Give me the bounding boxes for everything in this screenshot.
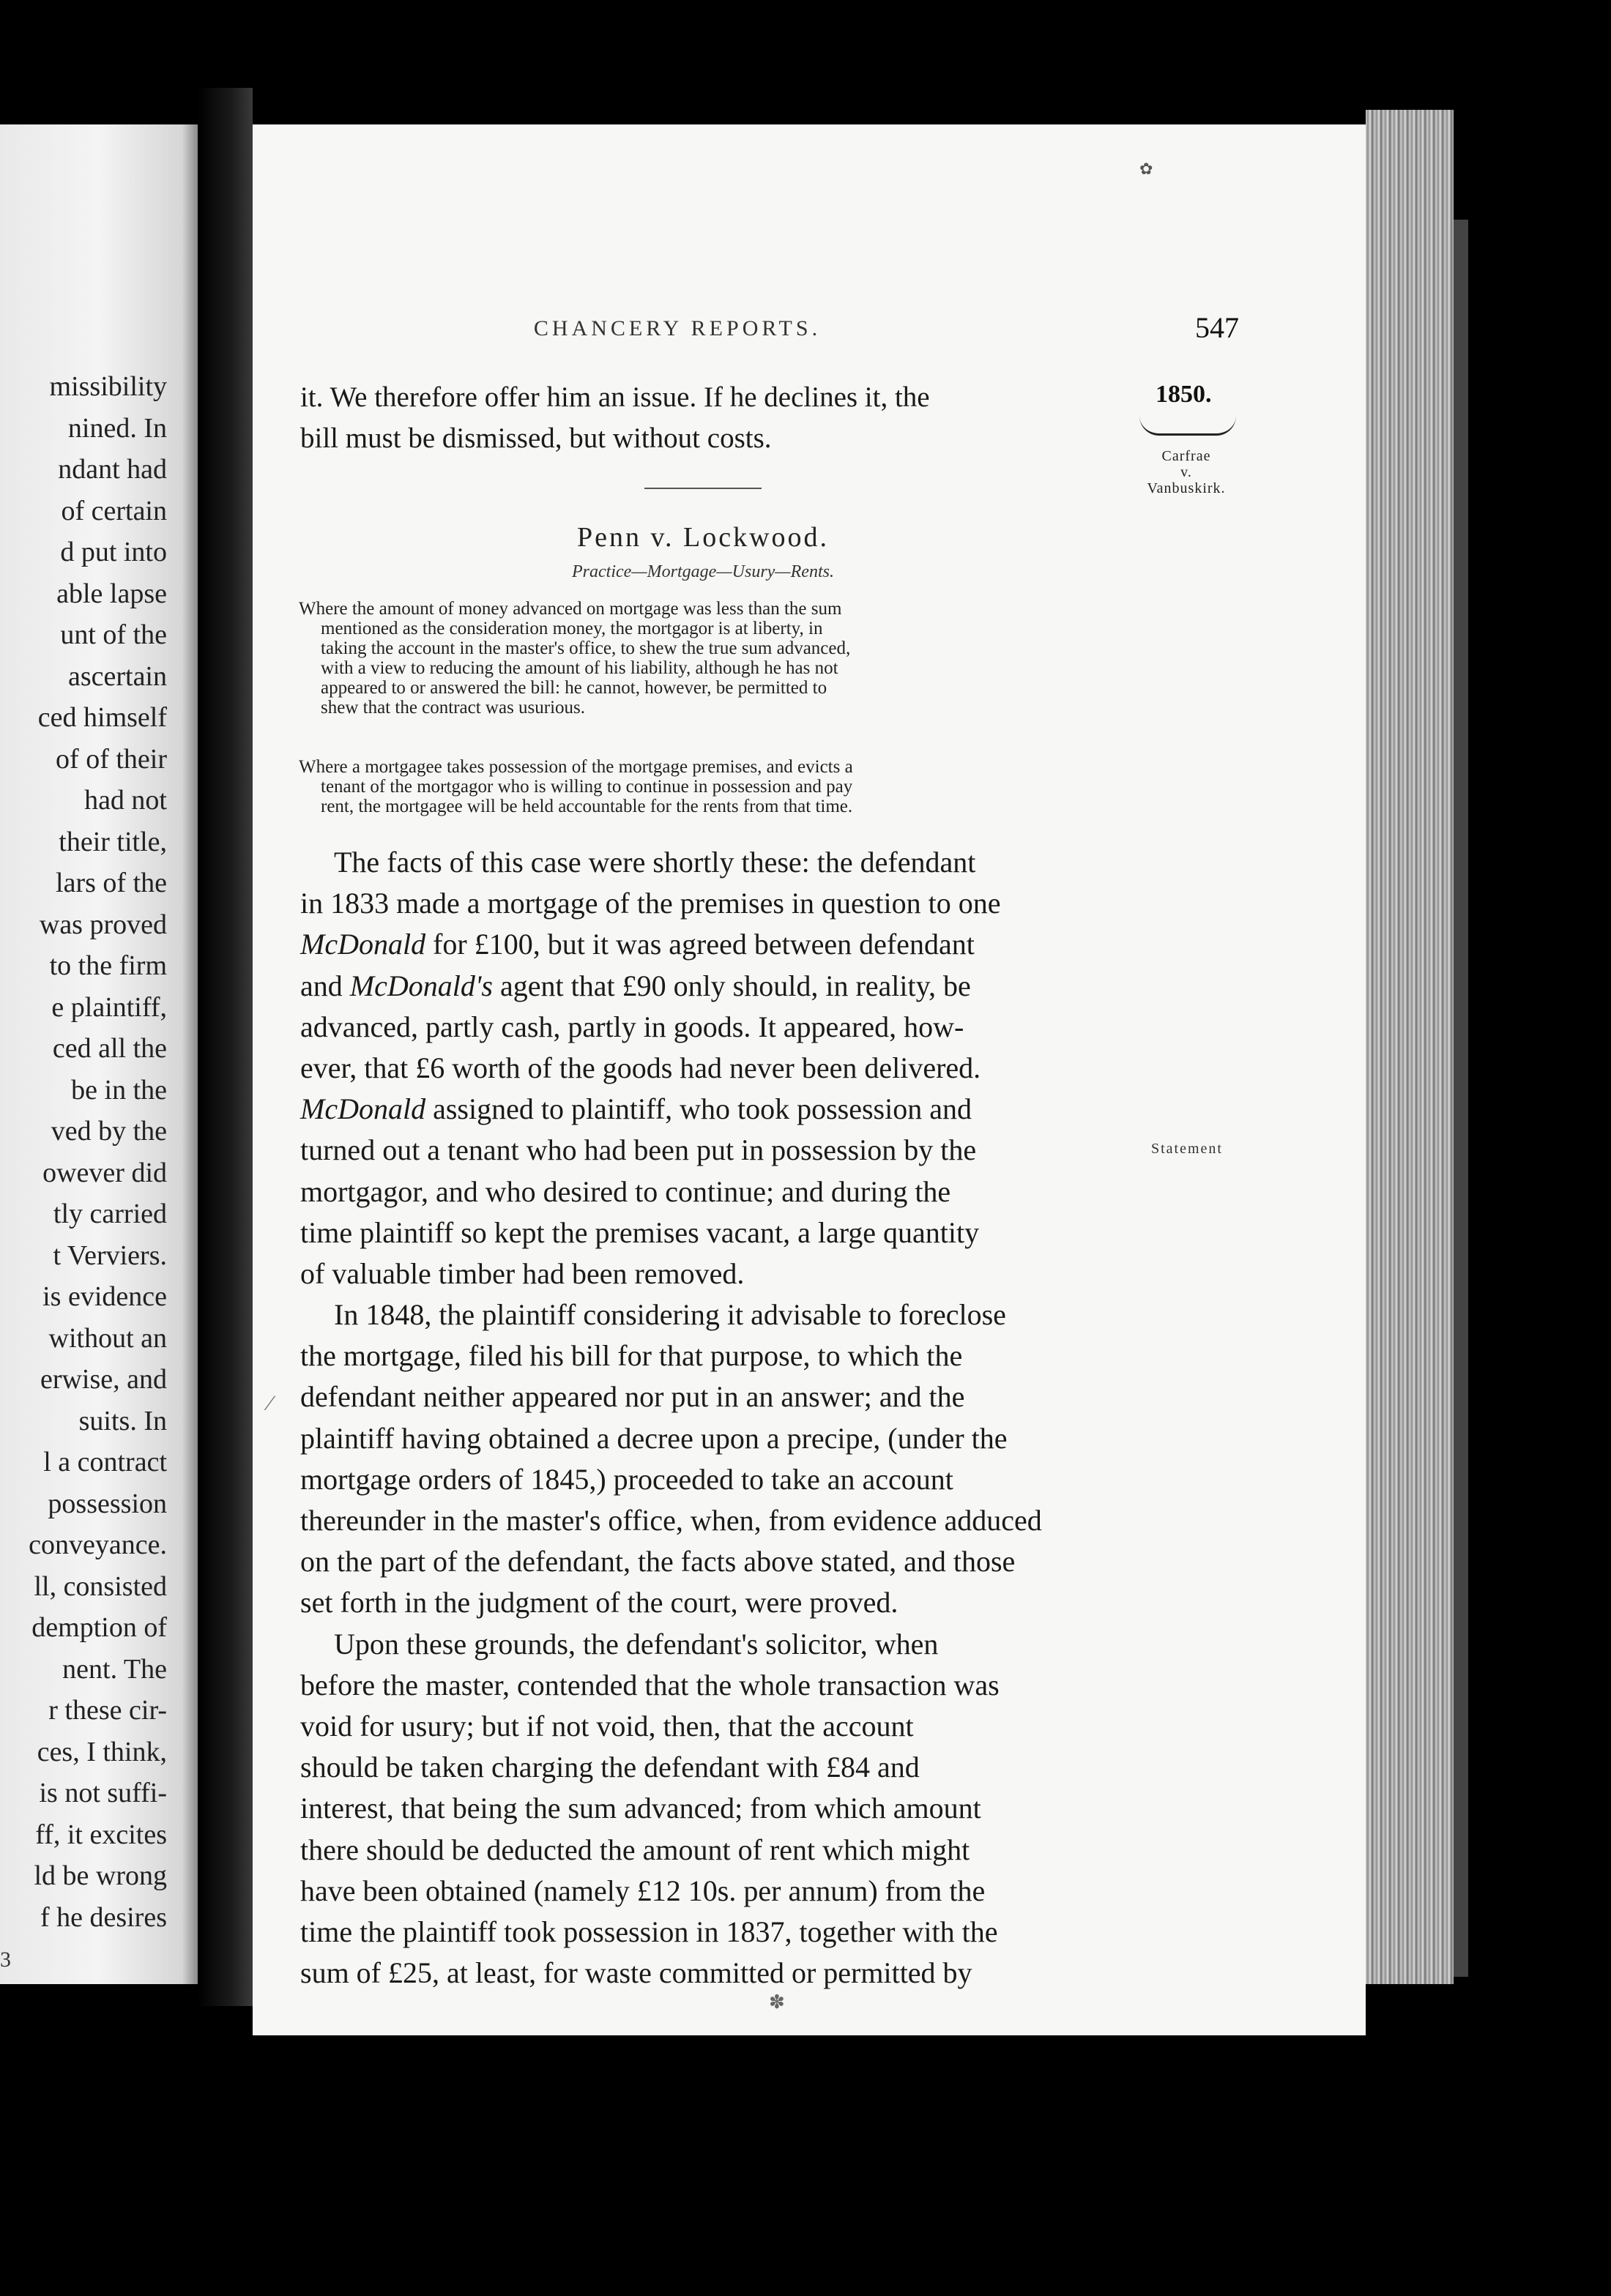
headnote-line: rent, the mortgagee will be held accountable for the rents from that time. [321, 797, 853, 816]
fact-line: time the plaintiff took possession in 1837, together with the [300, 1915, 998, 1948]
fact-line: on the part of the defendant, the facts above stated, and those [300, 1545, 1016, 1578]
fact-line: sum of £25, at least, for waste committed or permitted by [300, 1956, 972, 1990]
fact-line: void for usury; but if not void, then, that the account [300, 1709, 914, 1742]
facing-page-line: unt of the [60, 619, 167, 650]
opening-line: bill must be dismissed, but without costs. [300, 422, 772, 454]
fact-line: defendant neither appeared nor put in an answer; and the [300, 1380, 965, 1414]
facing-page-line: ld be wrong [34, 1860, 167, 1891]
facing-page-line: owever did [42, 1157, 167, 1188]
facing-page-line: l a contract [43, 1447, 167, 1477]
facing-page-line: missibility [49, 371, 167, 402]
fact-line: turned out a tenant who had been put in possession by the [300, 1133, 977, 1167]
fact-line: McDonald assigned to plaintiff, who took possession and [300, 1092, 972, 1126]
fact-line: mortgagor, and who desired to continue; and during the [300, 1174, 951, 1208]
facing-page-line: ces, I think, [37, 1736, 167, 1767]
fact-line: Upon these grounds, the defendant's solicitor, when [334, 1627, 939, 1660]
headnote-line: taking the account in the master's office, to shew the true sum advanced, [321, 638, 851, 658]
brace-decoration [1139, 416, 1236, 436]
fact-line: plaintiff having obtained a decree upon a precipe, (under the [300, 1421, 1008, 1455]
fact-line: and McDonald's agent that £90 only should, in reality, be [300, 969, 971, 1002]
section-divider [644, 488, 762, 489]
running-head: CHANCERY REPORTS. [533, 316, 822, 340]
fact-line: the mortgage, filed his bill for that purpose, to which the [300, 1339, 963, 1373]
facing-page-line: suits. In [78, 1405, 167, 1436]
page-number: 547 [1195, 311, 1239, 344]
sidenote-case-line: Carfrae [1161, 448, 1211, 464]
headnote-1 [299, 599, 1134, 718]
headnote-line: Where a mortgagee takes possession of the mortgage premises, and evicts a [299, 757, 853, 777]
facing-page-line: t Verviers. [53, 1240, 167, 1271]
headnote-line: mentioned as the consideration money, the mortgagor is at liberty, in [321, 619, 823, 638]
book-spine-shadow [198, 88, 253, 2006]
ink-speck-mark: ✿ [1139, 160, 1153, 178]
facing-page-line: ced all the [52, 1033, 167, 1064]
headnote-line: tenant of the mortgagor who is willing to continue in possession and pay [321, 777, 853, 797]
facing-page-line: their title, [59, 826, 167, 857]
facing-page-line: is not suffi- [39, 1778, 167, 1808]
facing-page-line: r these cir- [48, 1695, 167, 1726]
fact-line: interest, that being the sum advanced; from which amount [300, 1792, 981, 1825]
facing-page-line: ll, consisted [34, 1570, 167, 1602]
facing-page-line: ascertain [67, 660, 167, 692]
page-edge-shadow [1454, 220, 1468, 1977]
case-title: Penn v. Lockwood. [576, 522, 830, 553]
sidenote-case-line: v. [1180, 464, 1192, 480]
ink-speck-mark: ✽ [769, 1991, 785, 2013]
facing-page-footer: 3 [0, 1947, 11, 1972]
facing-page-line: demption of [31, 1612, 167, 1643]
fact-line: there should be deducted the amount of rent which might [300, 1833, 970, 1866]
facing-page-line: ndant had [58, 454, 167, 485]
fact-line: time plaintiff so kept the premises vacant, a large quantity [300, 1215, 980, 1249]
fact-line: mortgage orders of 1845,) proceeded to take an account [300, 1462, 953, 1496]
case-subtitle: Practice—Mortgage—Usury—Rents. [572, 562, 834, 581]
facing-page-line: ced himself [37, 702, 167, 733]
margin-mark: ⁄ [268, 1391, 272, 1415]
fact-line: have been obtained (namely £12 10s. per annum) from the [300, 1874, 986, 1907]
fact-line: in 1833 made a mortgage of the premises in question to one [300, 887, 1001, 920]
facing-page-line: able lapse [56, 578, 167, 609]
fact-line: should be taken charging the defendant with £84 and [300, 1751, 920, 1784]
facing-page-line: nent. The [62, 1653, 167, 1685]
fact-line: before the master, contended that the whole transaction was [300, 1668, 1000, 1702]
facing-page-line: had not [84, 785, 167, 816]
sidenote-year: 1850. [1156, 381, 1212, 408]
facing-page-line: ved by the [51, 1116, 167, 1147]
sidenote-case [1113, 448, 1260, 496]
fact-line: In 1848, the plaintiff considering it advisable to foreclose [334, 1298, 1006, 1332]
facing-page-line: without an [48, 1322, 167, 1354]
facing-page-line: erwise, and [40, 1364, 167, 1395]
facing-page-line: to the firm [49, 950, 167, 981]
facing-page-line: d put into [60, 537, 167, 567]
sidenote-case-line: Vanbuskirk. [1147, 480, 1226, 496]
headnote-line: shew that the contract was usurious. [321, 698, 586, 718]
facing-page-line: be in the [71, 1074, 167, 1106]
fact-line: McDonald for £100, but it was agreed between defendant [300, 928, 975, 961]
facing-page-line: conveyance. [29, 1529, 167, 1560]
fact-line: of valuable timber had been removed. [300, 1256, 745, 1290]
facing-page-line: e plaintiff, [51, 991, 167, 1023]
facing-page-line: possession [48, 1488, 167, 1519]
facing-page-text [29, 366, 167, 1938]
opening-line: it. We therefore offer him an issue. If he declines it, the [300, 381, 930, 413]
facing-page-line: is evidence [42, 1281, 167, 1312]
headnote-line: with a view to reducing the amount of his liability, although he has not [321, 658, 838, 678]
statement-of-facts [300, 842, 1129, 1994]
fact-line: The facts of this case were shortly these: the defendant [334, 846, 976, 879]
headnote-line: Where the amount of money advanced on mortgage was less than the sum [299, 599, 842, 619]
fact-line: set forth in the judgment of the court, were proved. [300, 1586, 898, 1620]
headnote-2 [299, 757, 1134, 816]
facing-page-line: f he desires [40, 1901, 167, 1933]
fact-line: thereunder in the master's office, when, from evidence adduced [300, 1504, 1042, 1537]
facing-page [0, 124, 198, 1984]
headnote-line: appeared to or answered the bill: he cannot, however, be permitted to [321, 678, 827, 698]
facing-page-line: ff, it excites [35, 1819, 167, 1850]
facing-page-line: lars of the [56, 868, 167, 898]
facing-page-line: of certain [61, 495, 167, 526]
sidenote-statement: Statement [1151, 1141, 1223, 1157]
page-edges [1366, 110, 1454, 1984]
facing-page-line: was proved [39, 909, 167, 940]
fact-line: advanced, partly cash, partly in goods. It appeared, how- [300, 1010, 964, 1043]
fact-line: ever, that £6 worth of the goods had never been delivered. [300, 1051, 981, 1084]
facing-page-line: nined. In [67, 412, 167, 444]
facing-page-line: tly carried [53, 1199, 167, 1229]
facing-page-line: of of their [56, 743, 167, 775]
